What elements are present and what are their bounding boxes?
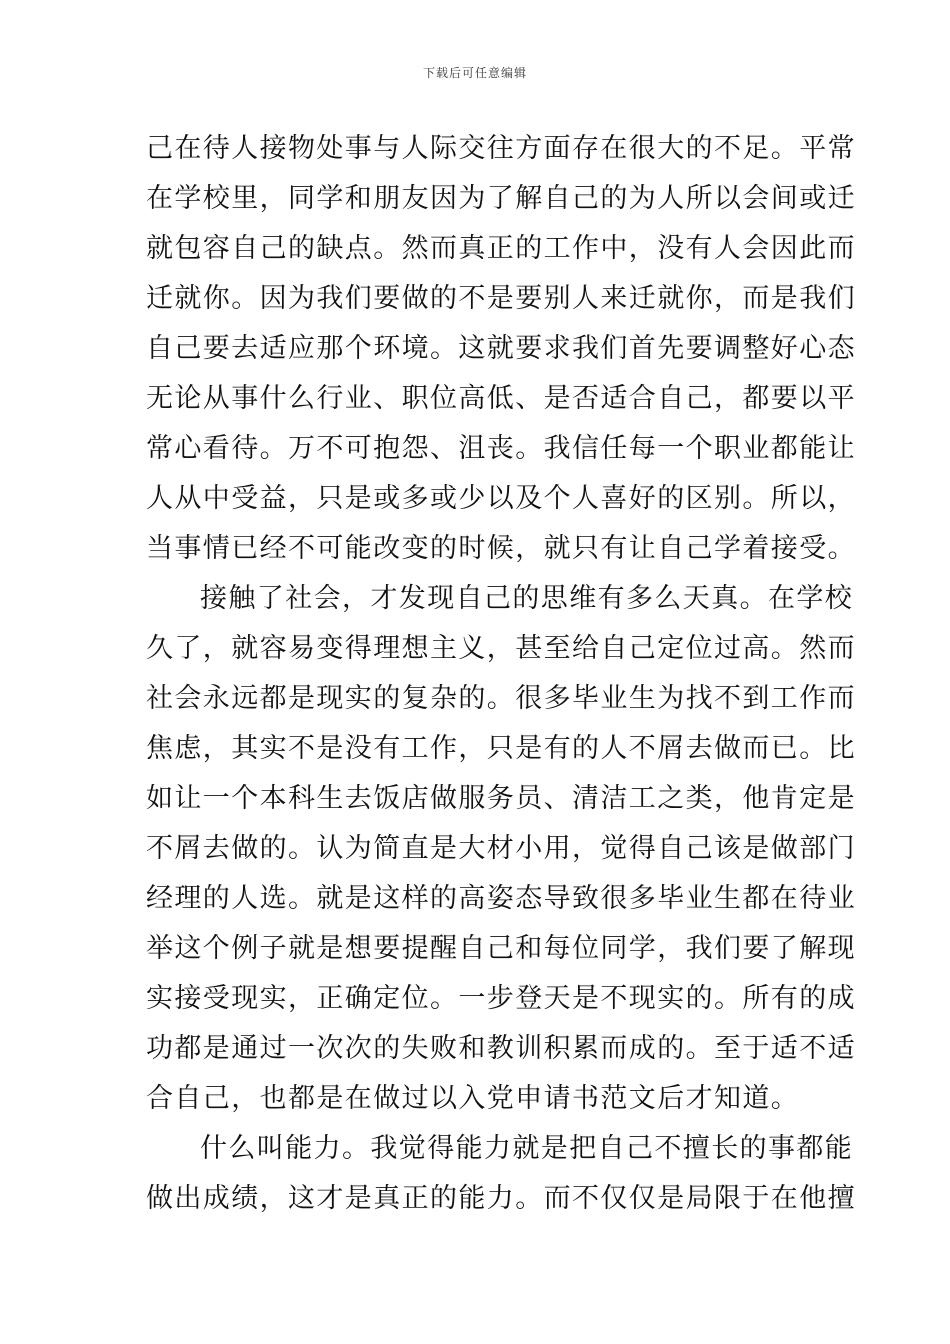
text-line: 就包容自己的缺点。然而真正的工作中，没有人会因此而	[146, 233, 856, 264]
text-line: 社会永远都是现实的复杂的。很多毕业生为找不到工作而	[146, 683, 856, 714]
text-line: 无论从事什么行业、职位高低、是否适合自己，都要以平	[146, 383, 856, 414]
text-line: 焦虑，其实不是没有工作，只是有的人不屑去做而已。比	[146, 733, 856, 764]
text-line: 当事情已经不可能改变的时候，就只有让自己学着接受。	[146, 533, 856, 564]
text-line: 经理的人选。就是这样的高姿态导致很多毕业生都在待业	[146, 883, 856, 914]
text-line: 合自己，也都是在做过以入党申请书范文后才知道。	[146, 1083, 800, 1114]
document-body	[146, 124, 856, 1224]
text-line: 常心看待。万不可抱怨、沮丧。我信任每一个职业都能让	[146, 433, 856, 464]
text-line: 做出成绩，这才是真正的能力。而不仅仅是局限于在他擅	[146, 1183, 856, 1214]
paragraph-1	[146, 124, 856, 574]
paragraph-2	[146, 574, 856, 1124]
text-line: 实接受现实，正确定位。一步登天是不现实的。所有的成	[146, 983, 856, 1014]
text-line: 自己要去适应那个环境。这就要求我们首先要调整好心态	[146, 333, 856, 364]
text-line: 举这个例子就是想要提醒自己和每位同学，我们要了解现	[146, 933, 856, 964]
page-header-note: 下载后可任意编辑	[422, 66, 527, 80]
text-line: 己在待人接物处事与人际交往方面存在很大的不足。平常	[146, 133, 856, 164]
text-line: 不屑去做的。认为简直是大材小用，觉得自己该是做部门	[146, 833, 856, 864]
text-line: 什么叫能力。我觉得能力就是把自己不擅长的事都能	[200, 1133, 854, 1164]
text-line: 久了，就容易变得理想主义，甚至给自己定位过高。然而	[146, 633, 856, 664]
text-line: 功都是通过一次次的失败和教训积累而成的。至于适不适	[146, 1033, 856, 1064]
text-line: 接触了社会，才发现自己的思维有多么天真。在学校	[200, 583, 854, 614]
text-line: 迁就你。因为我们要做的不是要别人来迁就你，而是我们	[146, 283, 856, 314]
text-line: 如让一个本科生去饭店做服务员、清洁工之类，他肯定是	[146, 783, 856, 814]
text-line: 人从中受益，只是或多或少以及个人喜好的区别。所以，	[146, 483, 856, 514]
paragraph-3	[146, 1124, 856, 1224]
text-line: 在学校里，同学和朋友因为了解自己的为人所以会间或迁	[146, 183, 856, 214]
